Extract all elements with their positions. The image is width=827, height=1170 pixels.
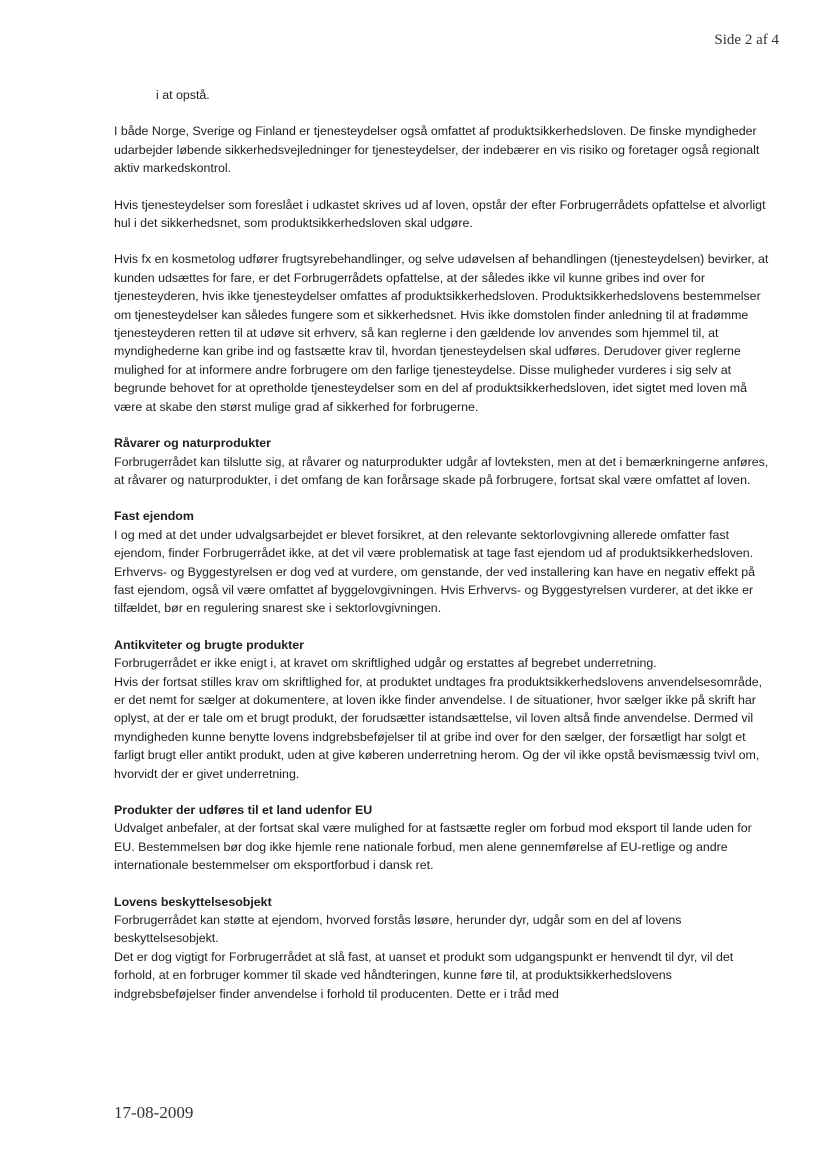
intro-fragment: i at opstå. bbox=[156, 88, 210, 102]
section-heading-export: Produkter der udføres til et land udenfor EU bbox=[114, 803, 373, 817]
section-heading-protection-object: Lovens beskyttelsesobjekt bbox=[114, 894, 272, 909]
document-body bbox=[114, 86, 770, 1003]
section-text-export: Udvalget anbefaler, at der fortsat skal være mulighed for at fastsætte regler om forbud mod eksport til lande uden for EU. Bestemmelsen bør dog ikke hjemle rene nationale forbud, men alene gennemførelse af EU-retlige og andre internationale bestemmelser om eksportforbud i dansk ret. bbox=[114, 821, 752, 873]
section-text-protection-object-1: Forbrugerrådet kan støtte at ejendom, hvorved forstås løsøre, herunder dyr, udgår som en del af lovens beskyttelsesobjekt. bbox=[114, 913, 682, 946]
section-text-real-estate: I og med at det under udvalgsarbejdet er blevet forsikret, at den relevante sektorlovgivning allerede omfatter fast ejendom, finder Forbrugerrådet ikke, at det vil være problematisk at tage fast ejendom ud af produktsikkerhedsloven. Erhvervs- og Byggestyrelsen er dog ved at vurdere, om genstande, der ved installering kan have en negativ effekt på fast ejendom, også vil være omfattet af byggelovgivningen. Hvis Erhvervs- og Byggestyrelsen vurderer, at det ikke er tilfældet, bør en regulering snarest ske i sektorlovgivningen. bbox=[114, 527, 756, 616]
footer-date: 17-08-2009 bbox=[114, 1103, 194, 1122]
section-text-antiques-1: Forbrugerrådet er ikke enigt i, at kravet om skriftlighed udgår og erstattes af begrebet underretning. bbox=[114, 656, 657, 671]
section-text-raw-materials: Forbrugerrådet kan tilslutte sig, at råvarer og naturprodukter udgår af lovteksten, men at det i bemærkningerne anføres, at råvarer og naturprodukter, i det omfang de kan forårsage skade på forbrugere, fortsat skal være omfattet af loven. bbox=[114, 454, 769, 487]
paragraph-cosmetologist-example: Hvis fx en kosmetolog udfører frugtsyrebehandlinger, og selve udøvelsen af behandlingen (tjenesteydelsen) bevirker, at kunden udsættes for fare, er det Forbrugerrådets opfattelse, at der således ikke vil kunne gribes ind over for tjenesteyderen, hvis ikke tjenesteydelser omfattes af produktsikkerhedsloven. Produktsikkerhedslovens bestemmelser om tjenesteydelser kan således fungere som et sikkerhedsnet. Hvis ikke domstolen finder anledning til at fradømme tjenesteyderen retten til at udøve sit erhverv, så kan reglerne i den gældende lov anvendes som hjemmel til, at myndighederne kan gribe ind og fastsætte krav til, hvordan tjenesteydelsen skal udføres. Derudover giver reglerne mulighed for at informere andre forbrugere om den farlige tjenesteydelse. Disse muligheder vurderes i sig selv at begrunde behovet for at opretholde tjenesteydelser som en del af produktsikkerhedsloven, idet sigtet med loven må være at skabe den størst mulige grad af sikkerhed for forbrugerne. bbox=[114, 252, 769, 414]
section-heading-real-estate: Fast ejendom bbox=[114, 509, 194, 524]
section-heading-antiques: Antikviteter og brugte produkter bbox=[114, 637, 305, 652]
paragraph-safety-net-gap: Hvis tjenesteydelser som foreslået i udkastet skrives ud af loven, opstår der efter Forbrugerrådets opfattelse et alvorligt hul i det sikkerhedsnet, som produktsikkerhedsloven skal udgøre. bbox=[114, 197, 766, 231]
section-heading-raw-materials: Råvarer og naturprodukter bbox=[114, 436, 271, 451]
section-text-protection-object-2: Det er dog vigtigt for Forbrugerrådet at slå fast, at uanset et produkt som udgangspunkt er henvendt til dyr, vil det forhold, at en forbruger kommer til skade ved håndteringen, kunne føre til, at produktsikkerhedslovens indgrebsbeføjelser finder anvendelse i forhold til producenten. Dette er i tråd med bbox=[114, 949, 734, 1001]
section-text-antiques-2: Hvis der fortsat stilles krav om skriftlighed for, at produktet undtages fra produktsikkerhedslovens anvendelsesområde, er det nemt for sælger at dokumentere, at loven ikke finder anvendelse. I de situationer, hvor sælger ikke på skrift har oplyst, at der er tale om et brugt produkt, der forudsætter istandsættelse, vil loven altså finde anvendelse. Dermed vil myndigheden kunne benytte lovens indgrebsbeføjelser til at gribe ind over for den sælger, der forsætligt har solgt et farligt brugt eller antikt produkt, uden at give køberen underretning herom. Og der vil ikke opstå bevismæssig tvivl om, hvorvidt der er givet underretning. bbox=[114, 674, 763, 781]
paragraph-norway-sweden-finland: I både Norge, Sverige og Finland er tjenesteydelser også omfattet af produktsikkerhedsloven. De finske myndigheder udarbejder løbende sikkerhedsvejledninger for tjenesteydelser, der indebærer en vis risiko og foretager også regionalt aktiv markedskontrol. bbox=[114, 124, 760, 176]
page-number: Side 2 af 4 bbox=[714, 32, 779, 48]
